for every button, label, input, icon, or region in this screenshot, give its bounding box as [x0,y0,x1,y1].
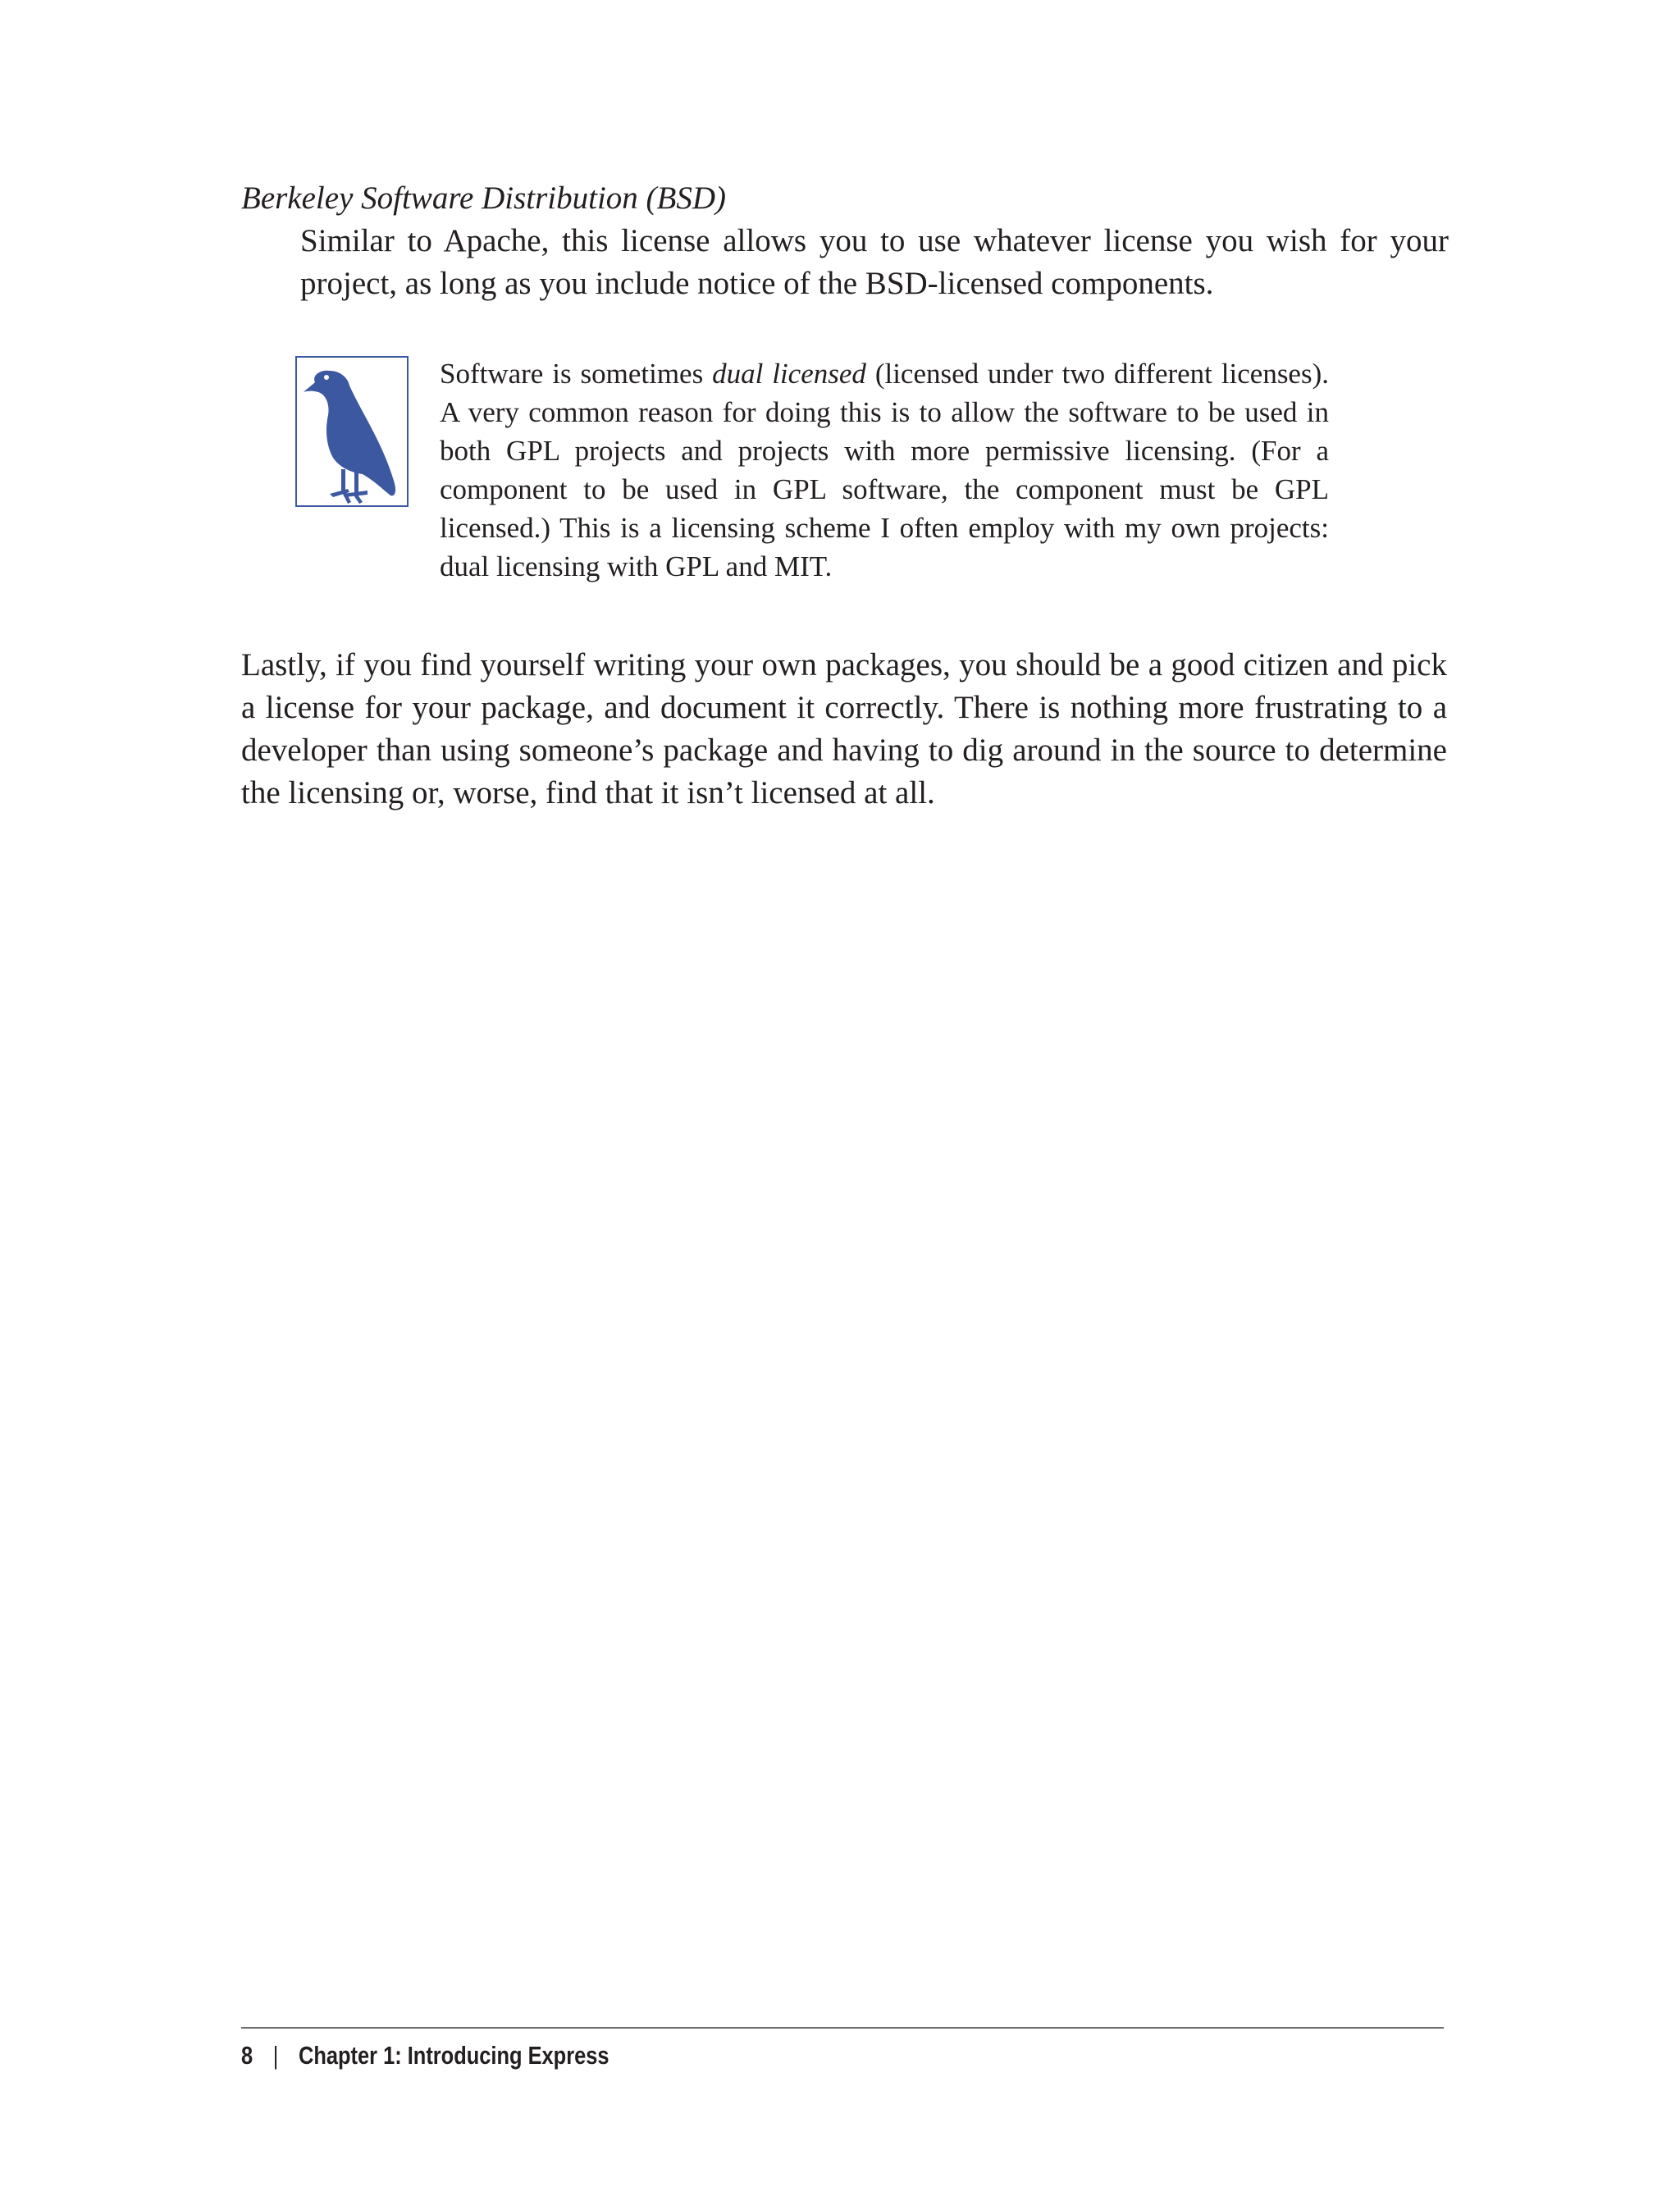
note-text-before: Software is sometimes [440,358,713,390]
page-number: 8 [241,2041,253,2070]
note-emphasis: dual licensed [712,358,866,390]
page-footer [241,2038,609,2074]
note-text-after: (licensed under two different licenses). A very common reason for doing this is to allow the software to be used in both GPL projects and projects with more permissive licensing. (For a component to be used in GPL software, the component must be GPL licensed.) This is a licensing scheme I often employ with my own projects: dual licensing with GPL and MIT. [440,358,1329,582]
closing-paragraph: Lastly, if you find yourself writing your own packages, you should be a good citizen and pick a license for your package, and document it correctly. There is nothing more frustrating to a developer than using someone’s package and having to dig around in the source to determine the licensing or, worse, find that it isn’t licensed at all. [241,647,1447,810]
footer-separator: | [272,2041,279,2070]
note-text [440,354,1329,586]
crow-icon-graphic [297,358,407,505]
bsd-term: Berkeley Software Distribution (BSD) [241,180,727,216]
footer-divider [241,2027,1444,2029]
bsd-definition: Similar to Apache, this license allows you to use whatever license you wish for your project, as long as you include notice of the BSD-licensed components. [300,223,1449,301]
crow-icon [295,356,409,507]
note-callout [295,356,1329,586]
chapter-title: Chapter 1: Introducing Express [298,2041,609,2070]
